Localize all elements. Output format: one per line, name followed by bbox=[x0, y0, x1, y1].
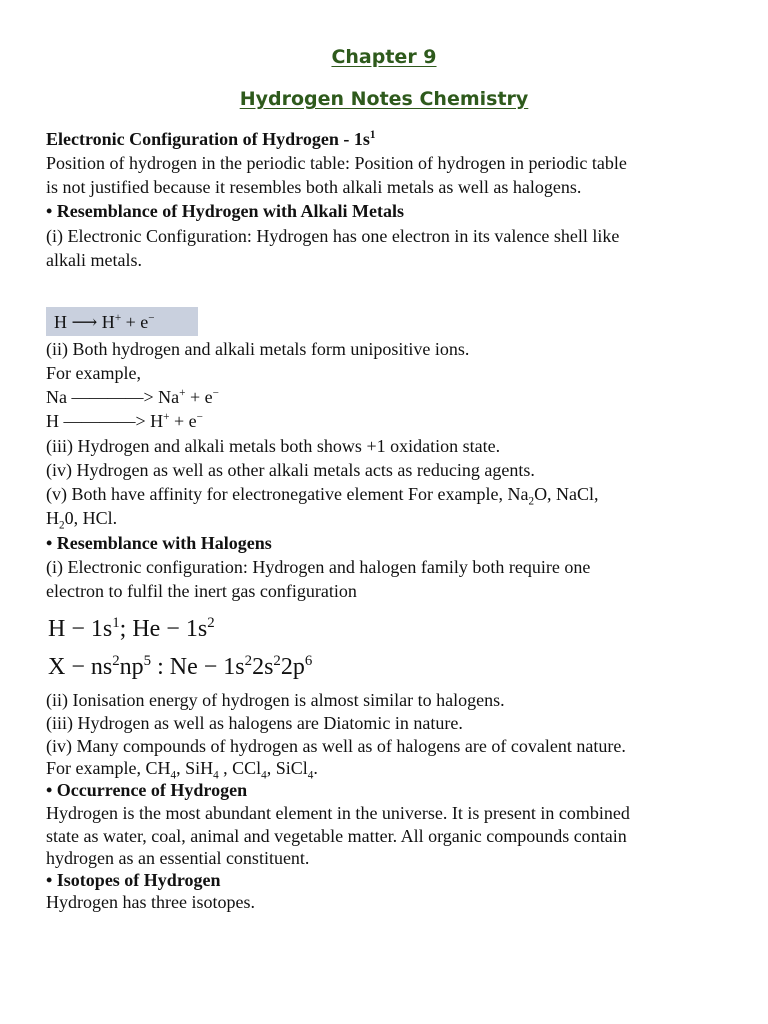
halogen-point-i-line-2: electron to fulfil the inert gas configuration bbox=[46, 581, 357, 601]
for-example-label: For example, bbox=[46, 363, 141, 383]
configuration-equation-1: $H - 1s^1$; $He - 1s^2$ bbox=[48, 615, 215, 642]
occurrence-line-3: hydrogen as an essential constituent. bbox=[46, 848, 310, 868]
alkali-point-iii: (iii) Hydrogen and alkali metals both shows +1 oxidation state. bbox=[46, 436, 501, 456]
halogen-heading: • Resemblance with Halogens bbox=[46, 533, 272, 553]
isotopes-heading: • Isotopes of Hydrogen bbox=[46, 870, 221, 890]
sodium-equation: Na ————> Na+ + e− bbox=[46, 387, 219, 407]
ionization-equation: H ⟶ H+ + e− bbox=[54, 312, 155, 332]
alkali-point-v-line-1: (v) Both have affinity for electronegative element For example, $Na_2O$, NaCl, bbox=[46, 484, 599, 508]
electronic-config-heading: Electronic Configuration of Hydrogen - $1s^1$ bbox=[46, 129, 376, 149]
alkali-point-v-line-2: $H_20$, HCl. bbox=[46, 508, 118, 532]
occurrence-heading: • Occurrence of Hydrogen bbox=[46, 780, 248, 800]
position-text-line-2: is not justified because it resembles both alkali metals as well as halogens. bbox=[46, 177, 582, 197]
halogen-point-iii: (iii) Hydrogen as well as halogens are Diatomic in nature. bbox=[46, 713, 463, 733]
hydrogen-equation: H ————> H+ + e− bbox=[46, 411, 203, 431]
alkali-point-ii: (ii) Both hydrogen and alkali metals form unipositive ions. bbox=[46, 339, 470, 359]
halogen-point-i-line-1: (i) Electronic configuration: Hydrogen and halogen family both require one bbox=[46, 557, 591, 577]
isotopes-line: Hydrogen has three isotopes. bbox=[46, 892, 255, 912]
occurrence-line-2: state as water, coal, animal and vegetable matter. All organic compounds contain bbox=[46, 826, 627, 846]
alkali-point-iv: (iv) Hydrogen as well as other alkali metals acts as reducing agents. bbox=[46, 460, 535, 480]
halogen-point-iv: (iv) Many compounds of hydrogen as well as of halogens are of covalent nature. bbox=[46, 736, 626, 756]
position-text-line-1: Position of hydrogen in the periodic table: Position of hydrogen in periodic table bbox=[46, 153, 627, 173]
ionization-equation-box bbox=[46, 307, 198, 336]
alkali-point-i-line-1: (i) Electronic Configuration: Hydrogen has one electron in its valence shell like bbox=[46, 226, 620, 246]
configuration-equation-2: $X - ns^2np^5$ : $Ne - 1s^22s^22p^6$ bbox=[48, 653, 313, 680]
halogen-point-ii: (ii) Ionisation energy of hydrogen is almost similar to halogens. bbox=[46, 690, 505, 710]
alkali-heading: • Resemblance of Hydrogen with Alkali Metals bbox=[46, 201, 404, 221]
chapter-heading: Chapter 9 bbox=[331, 46, 437, 68]
occurrence-line-1: Hydrogen is the most abundant element in the universe. It is present in combined bbox=[46, 803, 630, 823]
alkali-point-i-line-2: alkali metals. bbox=[46, 250, 142, 270]
halogen-example: For example, $CH_4$, SiH$_4$ , CCl$_4$, SiCl$_4$. bbox=[46, 758, 318, 782]
page-title: Hydrogen Notes Chemistry bbox=[239, 88, 529, 110]
